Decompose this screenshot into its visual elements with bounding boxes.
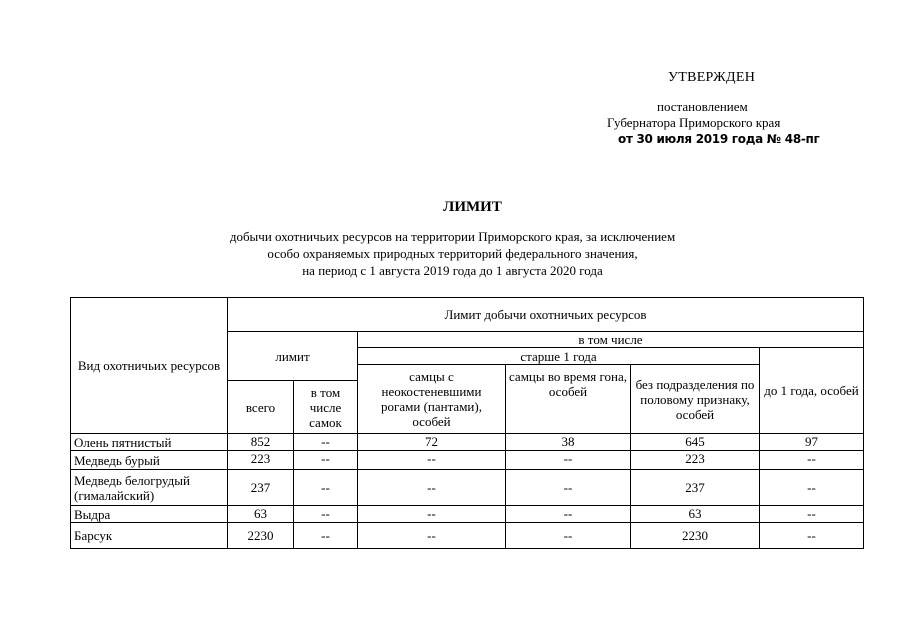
cell-females: -- (294, 434, 358, 451)
cell-species: Медведь бурый (71, 451, 228, 470)
cell-females: -- (294, 506, 358, 523)
header-males-rut: самцы во время гона, особей (506, 365, 631, 434)
cell-total: 2230 (228, 523, 294, 549)
cell-young: -- (760, 470, 864, 506)
cell-young: -- (760, 451, 864, 470)
subtitle-line-2: особо охраняемых природных территорий федерального значения, (267, 246, 638, 261)
cell-antlers: -- (358, 523, 506, 549)
header-species: Вид охотничьих ресурсов (71, 298, 228, 434)
cell-nosex: 223 (631, 451, 760, 470)
cell-rut: -- (506, 451, 631, 470)
header-limit-group: Лимит добычи охотничьих ресурсов (228, 298, 864, 332)
header-under-one: до 1 года, особей (760, 348, 864, 434)
header-total: всего (228, 381, 294, 434)
cell-species: Выдра (71, 506, 228, 523)
header-limit: лимит (228, 332, 358, 381)
table-row (71, 434, 864, 451)
subtitle-line-1: добычи охотничьих ресурсов на территории Приморского края, за исключением (229, 229, 676, 244)
cell-young: -- (760, 523, 864, 549)
cell-nosex: 63 (631, 506, 760, 523)
header-males-antlers: самцы с неокостеневшими рогами (пантами), особей (358, 365, 506, 434)
limits-table (70, 297, 864, 549)
approval-line-3: от 30 июля 2019 года № 48-пг (618, 132, 820, 146)
cell-young: -- (760, 506, 864, 523)
cell-females: -- (294, 451, 358, 470)
header-no-sex: без подразделения по половому признаку, особей (631, 365, 760, 434)
header-older-than-one: старше 1 года (358, 348, 760, 365)
table-row (71, 451, 864, 470)
approval-line-2: Губернатора Приморского края (607, 115, 781, 130)
cell-antlers: -- (358, 451, 506, 470)
table-row (71, 470, 864, 506)
table-row (71, 506, 864, 523)
table-row (71, 523, 864, 549)
cell-species: Барсук (71, 523, 228, 549)
document-title: ЛИМИТ (443, 199, 502, 215)
document-subtitle (150, 228, 755, 279)
cell-antlers: -- (358, 470, 506, 506)
approval-stamp-title: УТВЕРЖДЕН (668, 70, 756, 85)
cell-total: 852 (228, 434, 294, 451)
cell-young: 97 (760, 434, 864, 451)
cell-rut: -- (506, 470, 631, 506)
cell-females: -- (294, 523, 358, 549)
cell-rut: -- (506, 506, 631, 523)
cell-total: 223 (228, 451, 294, 470)
cell-nosex: 2230 (631, 523, 760, 549)
header-including: в том числе (358, 332, 864, 348)
cell-species: Олень пятнистый (71, 434, 228, 451)
cell-rut: -- (506, 523, 631, 549)
cell-antlers: 72 (358, 434, 506, 451)
header-females: в том числе самок (294, 381, 358, 434)
cell-species: Медведь белогрудый (гималайский) (71, 470, 228, 506)
approval-line-1: постановлением (657, 99, 748, 114)
cell-total: 237 (228, 470, 294, 506)
cell-nosex: 237 (631, 470, 760, 506)
subtitle-line-3: на период с 1 августа 2019 года до 1 августа 2020 года (302, 263, 603, 278)
cell-females: -- (294, 470, 358, 506)
cell-total: 63 (228, 506, 294, 523)
cell-antlers: -- (358, 506, 506, 523)
cell-nosex: 645 (631, 434, 760, 451)
cell-rut: 38 (506, 434, 631, 451)
